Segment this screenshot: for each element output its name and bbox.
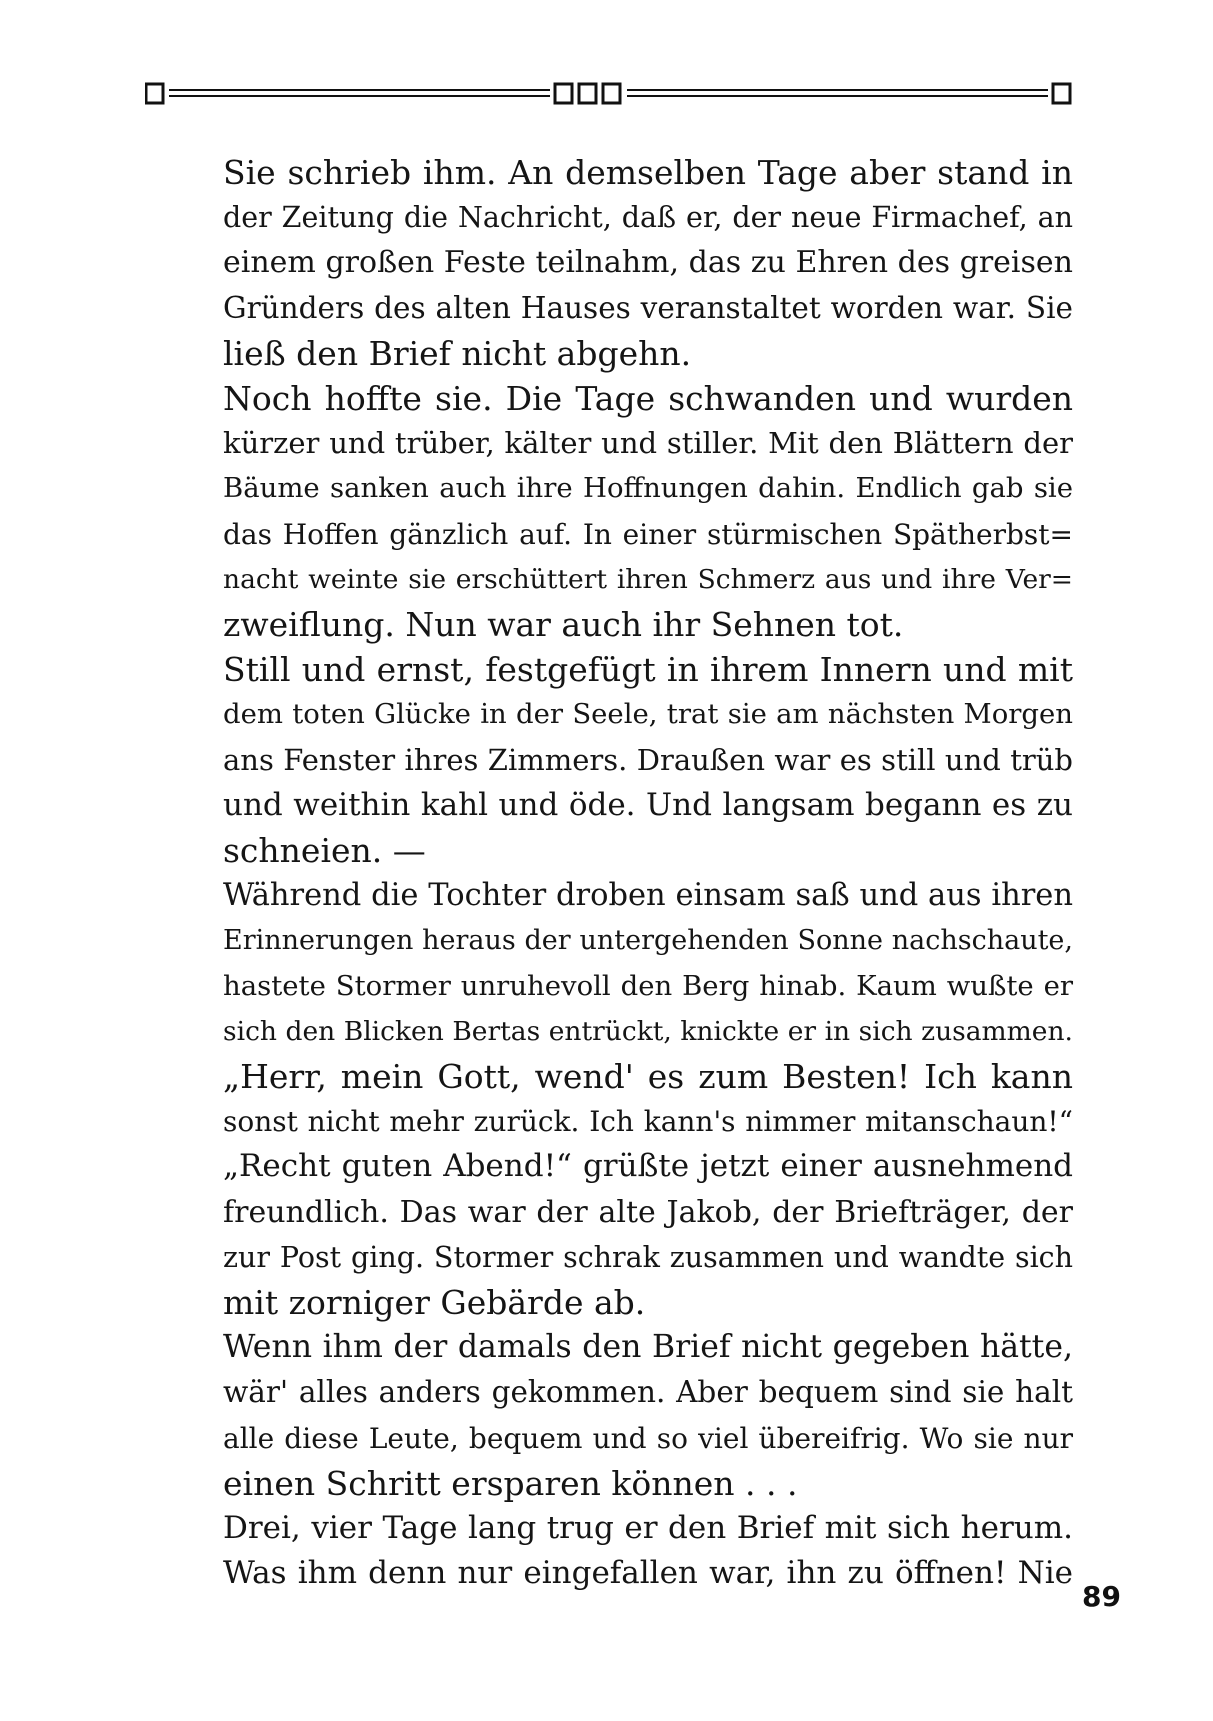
paragraph-4 bbox=[145, 873, 1073, 1054]
text-line: ans Fenster ihres Zimmers. Draußen war es still und trüb bbox=[223, 742, 1073, 777]
text-line: sonst nicht mehr zurück. Ich kann's nimmer mitanschaun!“ bbox=[223, 1105, 1073, 1139]
text-line: zweiflung. Nun war auch ihr Sehnen tot. bbox=[223, 605, 904, 645]
text-line: Drei, vier Tage lang trug er den Brief mit sich herum. bbox=[223, 1510, 1073, 1547]
text-line: einem großen Feste teilnahm, das zu Ehren des greisen bbox=[223, 245, 1073, 281]
text-line: einen Schritt ersparen können . . . bbox=[223, 1463, 798, 1503]
text-line: Wenn ihm der damals den Brief nicht gegeben hätte, bbox=[223, 1329, 1073, 1366]
paragraph-5 bbox=[145, 1054, 1073, 1144]
ornament-square-center-2 bbox=[579, 84, 596, 103]
body-text bbox=[145, 150, 1073, 1597]
text-line: Sie schrieb ihm. An demselben Tage aber stand in bbox=[223, 153, 1073, 192]
text-line: das Hoffen gänzlich auf. In einer stürmischen Spätherbst= bbox=[223, 517, 1073, 551]
text-line: sich den Blicken Bertas entrückt, knickte er in sich zusammen. bbox=[223, 1015, 1073, 1047]
text-line: mit zorniger Gebärde ab. bbox=[223, 1283, 646, 1323]
paragraph-6 bbox=[145, 1144, 1073, 1325]
text-line: schneien. — bbox=[223, 831, 426, 871]
paragraph-1 bbox=[145, 150, 1073, 376]
ornament-square-right bbox=[1053, 84, 1070, 103]
text-line: ließ den Brief nicht abgehn. bbox=[223, 333, 692, 373]
paragraph-7 bbox=[145, 1325, 1073, 1506]
text-line: Still und ernst, festgefügt in ihrem Innern und mit bbox=[223, 650, 1073, 690]
text-line: Bäume sanken auch ihre Hoffnungen dahin. Endlich gab sie bbox=[223, 472, 1073, 505]
text-line: und weithin kahl und öde. Und langsam begann es zu bbox=[223, 786, 1073, 823]
text-line: alle diese Leute, bequem und so viel übereifrig. Wo sie nur bbox=[223, 1421, 1073, 1455]
paragraph-8 bbox=[145, 1506, 1073, 1596]
page-number: 89 bbox=[1082, 1580, 1121, 1613]
paragraph-3 bbox=[145, 647, 1073, 873]
text-line: Während die Tochter droben einsam saß und aus ihren bbox=[223, 878, 1073, 914]
text-line: dem toten Glücke in der Seele, trat sie am nächsten Morgen bbox=[223, 698, 1073, 731]
text-line: Gründers des alten Hauses veranstaltet worden war. Sie bbox=[223, 290, 1073, 325]
text-line: nacht weinte sie erschüttert ihren Schmerz aus und ihre Ver= bbox=[223, 563, 1073, 595]
text-line: wär' alles anders gekommen. Aber bequem sind sie halt bbox=[223, 1375, 1073, 1410]
text-line: hastete Stormer unruhevoll den Berg hinab. Kaum wußte er bbox=[223, 969, 1073, 1002]
text-line: Was ihm denn nur eingefallen war, ihn zu öffnen! Nie bbox=[223, 1555, 1073, 1592]
paragraph-2 bbox=[145, 376, 1073, 647]
text-line: Erinnerungen heraus der untergehenden Sonne nachschaute, bbox=[223, 925, 1073, 957]
text-line: kürzer und trüber, kälter und stiller. Mit den Blättern der bbox=[223, 426, 1073, 461]
header-ornament bbox=[145, 82, 1073, 112]
text-line: „Herr, mein Gott, wend' es zum Besten! Ich kann bbox=[223, 1057, 1073, 1097]
text-line: zur Post ging. Stormer schrak zusammen und wandte sich bbox=[223, 1240, 1073, 1274]
text-line: Noch hoffte sie. Die Tage schwanden und wurden bbox=[223, 379, 1073, 419]
ornament-square-center-3 bbox=[603, 84, 620, 103]
text-line: der Zeitung die Nachricht, daß er, der neue Firmachef, an bbox=[223, 201, 1073, 235]
ornament-square-center-1 bbox=[555, 84, 572, 103]
ornament-square-left bbox=[146, 84, 163, 103]
text-line: „Recht guten Abend!“ grüßte jetzt einer ausnehmend bbox=[223, 1148, 1073, 1185]
text-line: freundlich. Das war der alte Jakob, der Briefträger, der bbox=[223, 1194, 1073, 1230]
